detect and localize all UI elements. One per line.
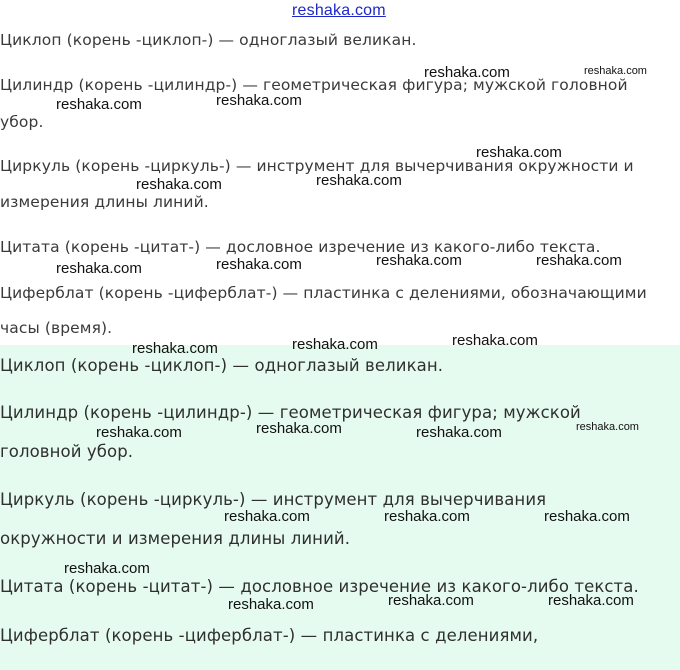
green-line-3: головной убор. xyxy=(0,442,134,461)
watermark: reshaka.com xyxy=(476,144,562,161)
green-line-6: Цитата (корень -цитат-) — дословное изречение из какого-либо текста. xyxy=(0,577,639,596)
green-line-5: окружности и измерения длины линий. xyxy=(0,529,351,548)
top-line-4: Циркуль (корень -циркуль-) — инструмент для вычерчивания окружности и xyxy=(0,157,634,175)
watermark: reshaka.com xyxy=(424,64,510,81)
watermark: reshaka.com xyxy=(416,424,502,441)
watermark: reshaka.com xyxy=(544,508,630,525)
watermark: reshaka.com xyxy=(136,176,222,193)
watermark: reshaka.com xyxy=(292,336,378,353)
top-line-3: убор. xyxy=(0,113,44,131)
watermark: reshaka.com xyxy=(584,65,647,77)
watermark: reshaka.com xyxy=(132,340,218,357)
watermark: reshaka.com xyxy=(224,508,310,525)
top-line-8: часы (время). xyxy=(0,319,113,337)
watermark: reshaka.com xyxy=(96,424,182,441)
watermark: reshaka.com xyxy=(256,420,342,437)
green-line-1: Циклоп (корень -циклоп-) — одноглазый великан. xyxy=(0,356,444,375)
top-line-6: Цитата (корень -цитат-) — дословное изречение из какого-либо текста. xyxy=(0,238,601,256)
green-line-2: Цилиндр (корень -цилиндр-) — геометрическая фигура; мужской xyxy=(0,403,581,422)
watermark: reshaka.com xyxy=(376,252,462,269)
top-line-2: Цилиндр (корень -цилиндр-) — геометрическая фигура; мужской головной xyxy=(0,76,628,94)
watermark: reshaka.com xyxy=(216,92,302,109)
watermark: reshaka.com xyxy=(64,560,150,577)
watermark: reshaka.com xyxy=(388,592,474,609)
site-link[interactable]: reshaka.com xyxy=(292,2,386,19)
watermark: reshaka.com xyxy=(384,508,470,525)
watermark: reshaka.com xyxy=(216,256,302,273)
watermark: reshaka.com xyxy=(548,592,634,609)
green-line-4: Циркуль (корень -циркуль-) — инструмент для вычерчивания xyxy=(0,490,547,509)
watermark: reshaka.com xyxy=(56,96,142,113)
watermark: reshaka.com xyxy=(228,596,314,613)
watermark: reshaka.com xyxy=(56,260,142,277)
top-line-7: Циферблат (корень -циферблат-) — пластинка с делениями, обозначающими xyxy=(0,284,647,302)
watermark: reshaka.com xyxy=(536,252,622,269)
watermark: reshaka.com xyxy=(316,172,402,189)
watermark: reshaka.com xyxy=(576,421,639,433)
green-line-7: Циферблат (корень -циферблат-) — пластинка с делениями, xyxy=(0,626,539,645)
watermark: reshaka.com xyxy=(452,332,538,349)
top-line-5: измерения длины линий. xyxy=(0,193,209,211)
top-line-1: Циклоп (корень -циклоп-) — одноглазый великан. xyxy=(0,31,417,49)
